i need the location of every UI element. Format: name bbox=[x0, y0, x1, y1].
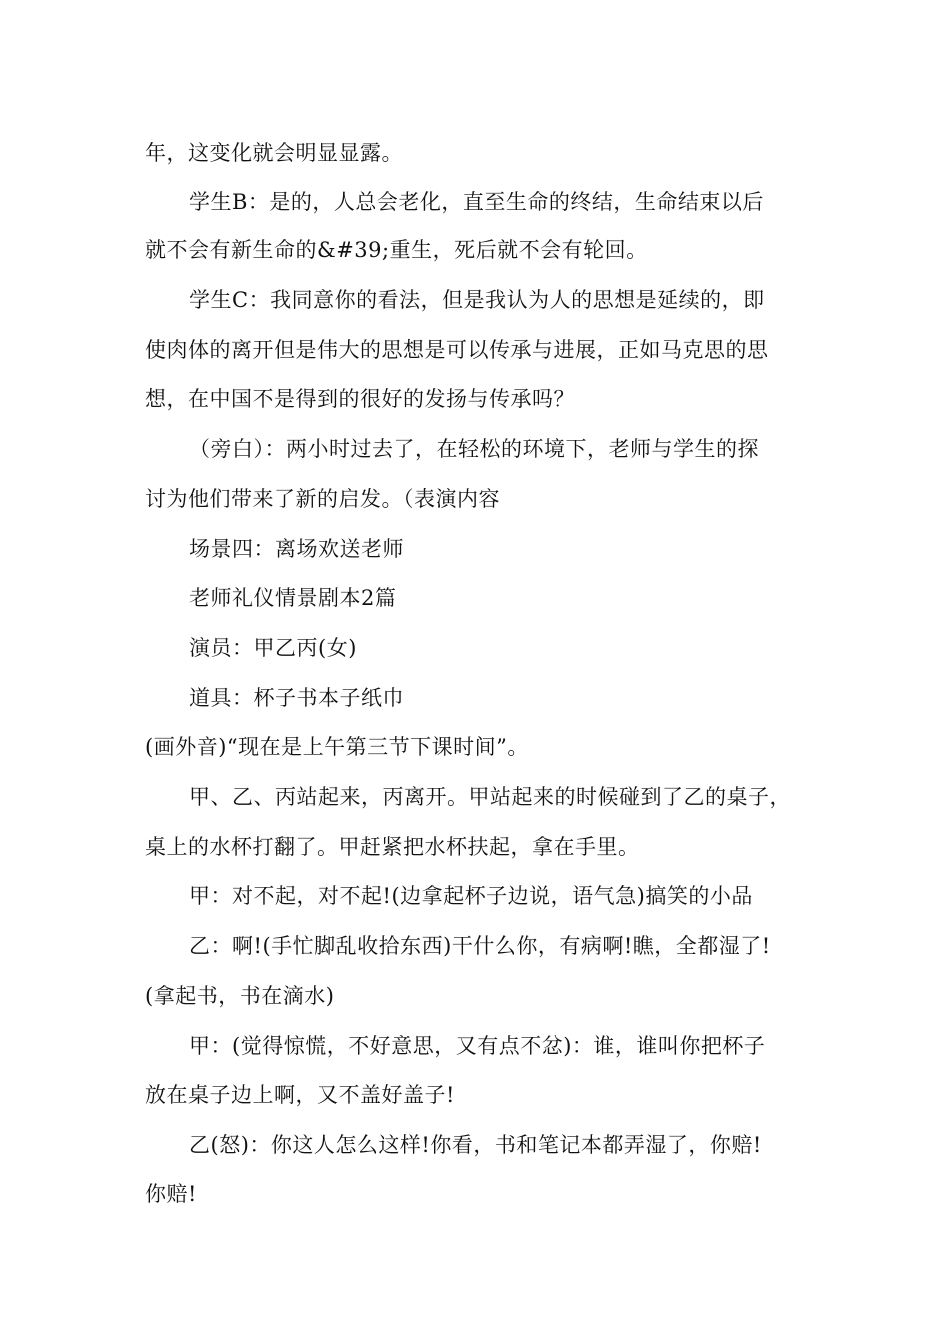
text-line: 年，这变化就会明显显露。 bbox=[145, 141, 403, 165]
text-line: (拿起书，书在滴水) bbox=[145, 984, 335, 1008]
text-line: 学生C：我同意你的看法，但是我认为人的思想是延续的，即 bbox=[189, 288, 765, 312]
text-line: （旁白）：两小时过去了，在轻松的环境下，老师与学生的探 bbox=[189, 437, 759, 461]
text-line: 使肉体的离开但是伟大的思想是可以传承与进展，正如马克思的思 bbox=[145, 338, 769, 362]
text-line: 放在桌子边上啊，又不盖好盖子! bbox=[145, 1083, 455, 1107]
text-line: 桌上的水杯打翻了。甲赶紧把水杯扶起，拿在手里。 bbox=[145, 835, 640, 859]
text-line: 老师礼仪情景剧本2篇 bbox=[189, 586, 397, 610]
text-line: 乙(怒)：你这人怎么这样!你看，书和笔记本都弄湿了，你赔! bbox=[189, 1133, 762, 1157]
text-line: 场景四：离场欢送老师 bbox=[189, 537, 404, 561]
text-line: 你赔! bbox=[145, 1182, 197, 1206]
text-line: 道具：杯子书本子纸巾 bbox=[189, 686, 404, 710]
text-line: 演员：甲乙丙(女) bbox=[189, 636, 357, 660]
text-line: 想，在中国不是得到的很好的发扬与传承吗？ bbox=[145, 387, 575, 411]
text-line: 甲：(觉得惊慌，不好意思，又有点不忿)：谁，谁叫你把杯子 bbox=[189, 1034, 766, 1058]
text-line: 甲：对不起，对不起!(边拿起杯子边说，语气急)搞笑的小品 bbox=[189, 884, 753, 908]
text-line: 就不会有新生命的&#39;重生，死后就不会有轮回。 bbox=[145, 238, 648, 262]
text-line: 讨为他们带来了新的启发。（表演内容 bbox=[145, 487, 500, 511]
text-line: 甲、乙、丙站起来，丙离开。甲站起来的时候碰到了乙的桌子， bbox=[189, 785, 791, 809]
text-line: 乙：啊!(手忙脚乱收拾东西)干什么你，有病啊!瞧，全都湿了! bbox=[189, 934, 771, 958]
text-line: (画外音)“现在是上午第三节下课时间”。 bbox=[145, 735, 529, 759]
text-line: 学生B：是的，人总会老化，直至生命的终结，生命结束以后 bbox=[189, 190, 764, 214]
